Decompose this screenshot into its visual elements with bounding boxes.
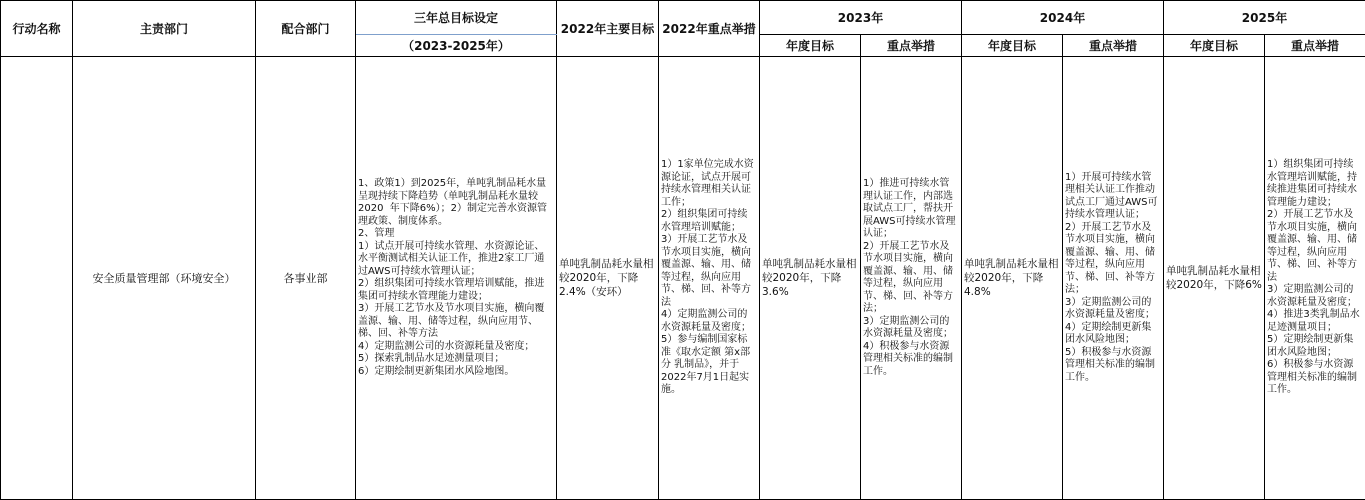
table-row: [1, 57, 1365, 500]
cell-target-2025[interactable]: 单吨乳制品耗水量相较2020年，下降6%: [1164, 57, 1265, 500]
cell-key-measures-2022[interactable]: 1）1家单位完成水资源论证，试点开展可持续水管理相关认证工作； 2）组织集团可持续水管理培训赋能； 3）开展工艺节水及节水项目实施，横向覆盖源、输、用、储等过程，纵向应用节、梯、回、补等方法 4）定期监测公司的水资源耗量及密度； 5）参与编制国家标准《取水定额 第x部分 乳制品》，并于2022年7月1日起实施。: [659, 57, 760, 500]
header-key-measures-2024[interactable]: 重点举措: [1063, 35, 1164, 57]
header-year-2025[interactable]: 2025年: [1164, 1, 1365, 35]
cell-target-2024[interactable]: 单吨乳制品耗水量相较2020年，下降4.8%: [962, 57, 1063, 500]
cell-target-2023[interactable]: 单吨乳制品耗水量相较2020年，下降3.6%: [760, 57, 861, 500]
header-key-measures-2023[interactable]: 重点举措: [861, 35, 962, 57]
cell-lead-dept[interactable]: 安全质量管理部（环境安全）: [73, 57, 256, 500]
header-coop-dept[interactable]: 配合部门: [256, 1, 356, 57]
header-annual-target-2024[interactable]: 年度目标: [962, 35, 1063, 57]
header-annual-target-2023[interactable]: 年度目标: [760, 35, 861, 57]
cell-action-name[interactable]: [1, 57, 73, 500]
header-action-name[interactable]: 行动名称: [1, 1, 73, 57]
header-three-year-goal[interactable]: 三年总目标设定: [356, 1, 557, 35]
cell-main-target-2022[interactable]: 单吨乳制品耗水量相较2020年，下降2.4%（安环）: [557, 57, 659, 500]
header-key-measures-2022[interactable]: 2022年重点举措: [659, 1, 760, 57]
header-year-2024[interactable]: 2024年: [962, 1, 1164, 35]
header-row-1: [1, 1, 1365, 35]
header-lead-dept[interactable]: 主责部门: [73, 1, 256, 57]
header-main-target-2022[interactable]: 2022年主要目标: [557, 1, 659, 57]
cell-coop-dept[interactable]: 各事业部: [256, 57, 356, 500]
header-key-measures-2025[interactable]: 重点举措: [1265, 35, 1365, 57]
cell-measures-2023[interactable]: 1）推进可持续水管理认证工作，内部选取试点工厂，帮扶开展AWS可持续水管理认证； 2）开展工艺节水及节水项目实施，横向覆盖源、输、用、储等过程，纵向应用节、梯、回、补等方法； 3）定期监测公司的水资源耗量及密度； 4）积极参与水资源管理相关标准的编制工作。: [861, 57, 962, 500]
header-three-year-period[interactable]: （2023-2025年）: [356, 35, 557, 57]
cell-measures-2025[interactable]: 1）组织集团可持续水管理培训赋能，持续推进集团可持续水管理能力建设； 2）开展工艺节水及节水项目实施，横向覆盖源、输、用、储等过程，纵向应用节、梯、回、补等方法 3）定期监测公司的水资源耗量及密度； 4）推进3类乳制品水足迹测量项目； 5）定期绘制更新集团水风险地图； 6）积极参与水资源管理相关标准的编制工作。: [1265, 57, 1365, 500]
cell-measures-2024[interactable]: 1）开展可持续水管理相关认证工作推动试点工厂通过AWS可持续水管理认证； 2）开展工艺节水及节水项目实施，横向覆盖源、输、用、储等过程，纵向应用节、梯、回、补等方法； 3）定期监测公司的水资源耗量及密度； 4）定期绘制更新集团水风险地图； 5）积极参与水资源管理相关标准的编制工作。: [1063, 57, 1164, 500]
header-annual-target-2025[interactable]: 年度目标: [1164, 35, 1265, 57]
cell-three-year-goal[interactable]: 1、政策1）到2025年，单吨乳制品耗水量呈现持续下降趋势（单吨乳制品耗水量较2020 年下降6%）；2）制定完善水资源管理政策、制度体系。 2、管理 1）试点开展可持续水管理、水资源论证、水平衡测试相关认证工作，推进2家工厂通过AWS可持续水管理认证； 2）组织集团可持续水管理培训赋能，推进集团可持续水管理能力建设； 3）开展工艺节水及节水项目实施，横向覆盖源、输、用、储等过程，纵向应用节、梯、回、补等方法 4）定期监测公司的水资源耗量及密度； 5）探索乳制品水足迹测量项目； 6）定期绘制更新集团水风险地图。: [356, 57, 557, 500]
header-year-2023[interactable]: 2023年: [760, 1, 962, 35]
